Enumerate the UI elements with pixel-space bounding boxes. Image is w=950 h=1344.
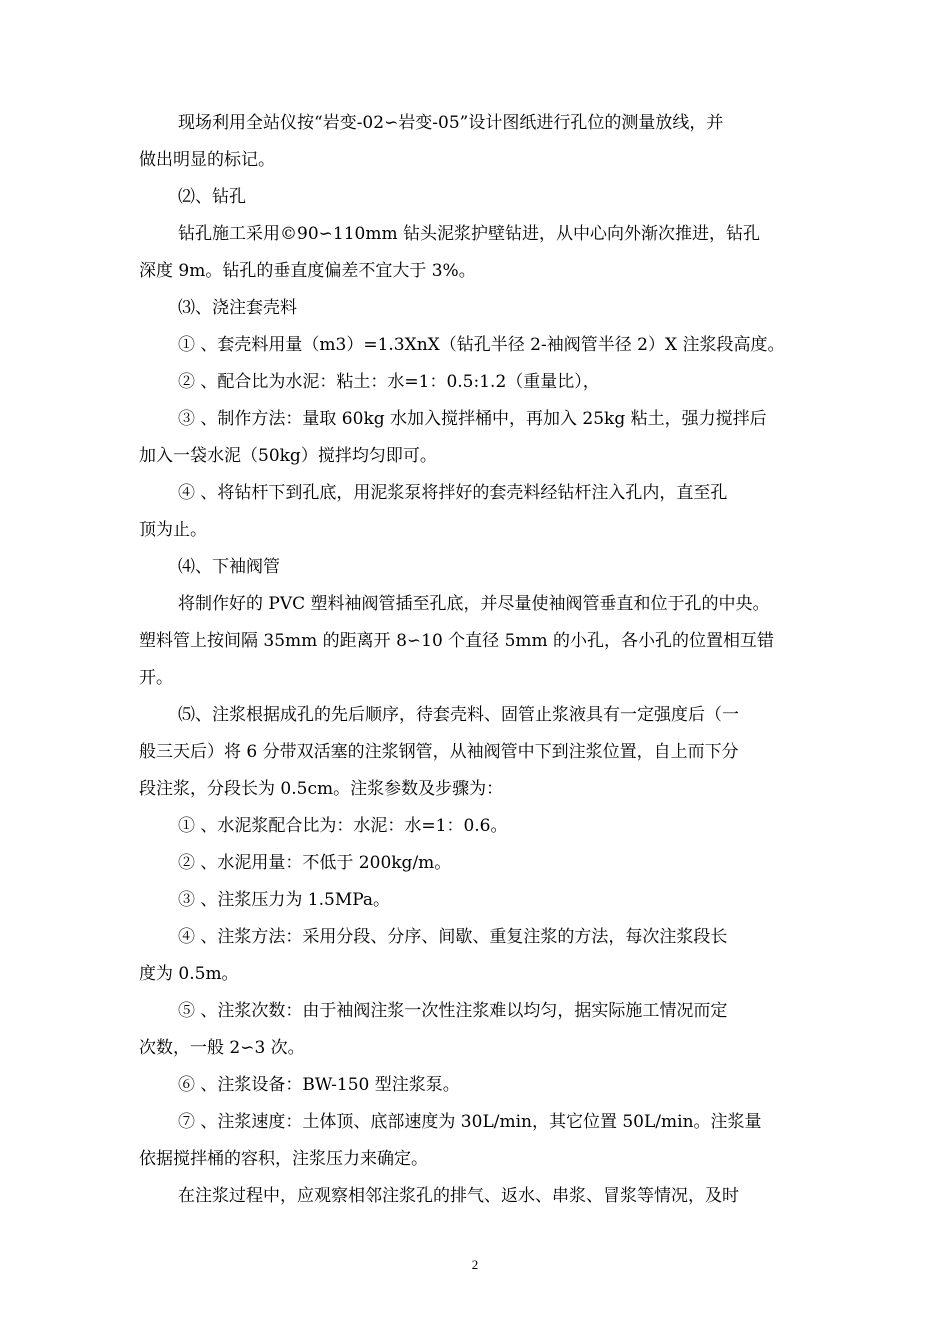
paragraph-line: 在注浆过程中，应观察相邻注浆孔的排气、返水、串浆、冒浆等情况，及时 xyxy=(178,1186,739,1206)
list-item: ⑦ 、注浆速度：土体顶、底部速度为 30L/min，其它位置 50L/min。注浆量 xyxy=(178,1112,762,1132)
list-item: ① 、水泥浆配合比为：水泥：水=1：0.6。 xyxy=(178,816,508,836)
paragraph-line: 依据搅拌桶的容积，注浆压力来确定。 xyxy=(139,1149,428,1169)
list-item: ④ 、注浆方法：采用分段、分序、间歇、重复注浆的方法，每次注浆段长 xyxy=(178,927,728,947)
paragraph-line: 般三天后）将 6 分带双活塞的注浆钢管，从袖阀管中下到注浆位置，自上而下分 xyxy=(139,742,739,762)
paragraph-line: 次数，一般 2∽3 次。 xyxy=(139,1038,305,1058)
list-item: ⑥ 、注浆设备：BW-150 型注浆泵。 xyxy=(178,1075,460,1095)
list-item: ② 、配合比为水泥：粘土：水=1：0.5:1.2（重量比）， xyxy=(178,372,600,392)
section-heading: ⑵、钻孔 xyxy=(178,187,246,207)
paragraph-line: 现场利用全站仪按“岩变-02∽岩变-05”设计图纸进行孔位的测量放线，并 xyxy=(178,113,724,133)
paragraph-line: 加入一袋水泥（50kg）搅拌均匀即可。 xyxy=(139,446,437,466)
list-item: ① 、套壳料用量（m3）=1.3XnX（钻孔半径 2-袖阀管半径 2）X 注浆段高度。 xyxy=(178,335,785,355)
list-item: ③ 、注浆压力为 1.5MPa。 xyxy=(178,890,391,910)
paragraph-line: 度为 0.5m。 xyxy=(139,964,239,984)
section-heading: ⑷、下袖阀管 xyxy=(178,557,280,577)
paragraph-line: 开。 xyxy=(139,668,173,688)
list-item: ④ 、将钻杆下到孔底，用泥浆泵将拌好的套壳料经钻杆注入孔内，直至孔 xyxy=(178,483,728,503)
paragraph-line: 做出明显的标记。 xyxy=(139,150,275,170)
list-item: ② 、水泥用量：不低于 200kg/m。 xyxy=(178,853,452,873)
list-item: ⑤ 、注浆次数：由于袖阀注浆一次性注浆难以均匀，据实际施工情况而定 xyxy=(178,1001,728,1021)
paragraph-line: 深度 9m。钻孔的垂直度偏差不宜大于 3%。 xyxy=(139,261,476,281)
section-heading: ⑸、注浆根据成孔的先后顺序，待套壳料、固管止浆液具有一定强度后（一 xyxy=(178,705,739,725)
paragraph-line: 顶为止。 xyxy=(139,520,207,540)
paragraph-line: 塑料管上按间隔 35mm 的距离开 8∽10 个直径 5mm 的小孔，各小孔的位置相互错 xyxy=(139,631,775,651)
section-heading: ⑶、浇注套壳料 xyxy=(178,298,297,318)
page-number: 2 xyxy=(471,1257,479,1272)
paragraph-line: 将制作好的 PVC 塑料袖阀管插至孔底，并尽量使袖阀管垂直和位于孔的中央。 xyxy=(178,594,770,614)
paragraph-line: 段注浆，分段长为 0.5cm。注浆参数及步骤为： xyxy=(139,779,504,799)
paragraph-line: 钻孔施工采用©90∽110mm 钻头泥浆护壁钻进，从中心向外渐次推进，钻孔 xyxy=(178,224,760,244)
list-item: ③ 、制作方法：量取 60kg 水加入搅拌桶中，再加入 25kg 粘土，强力搅拌后 xyxy=(178,409,767,429)
